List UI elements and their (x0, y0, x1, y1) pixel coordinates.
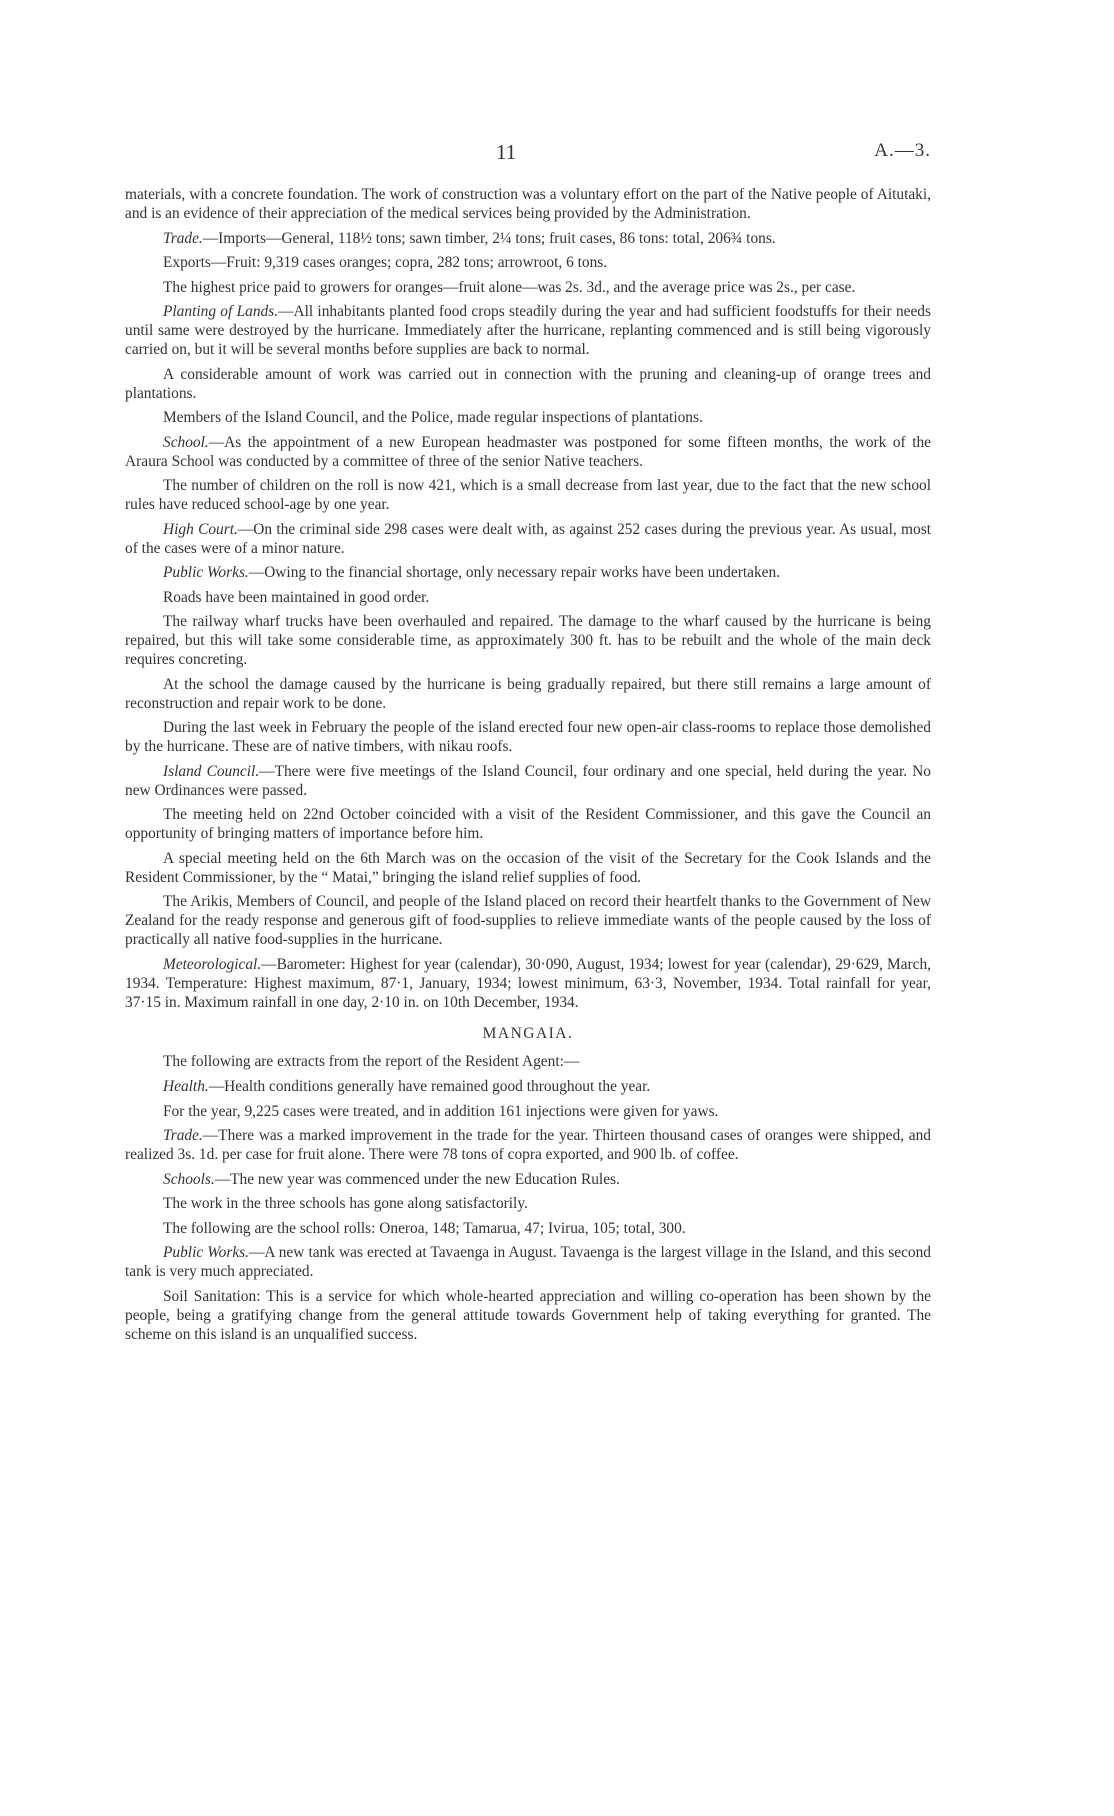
paragraph (125, 1103, 931, 1122)
paragraph-lead: Meteorological. (163, 955, 262, 973)
paragraph-lead: Public Works. (163, 1244, 250, 1262)
paragraph (125, 1244, 931, 1282)
paragraph-text: The number of children on the roll is now 421, which is a small decrease from last year, due to the fact that the new school rules have reduced school-age by one year. (125, 477, 931, 514)
paragraph (125, 1220, 931, 1239)
page-number: 11 (496, 140, 517, 164)
document-reference: A.—3. (874, 140, 931, 161)
paragraph-lead: Health. (163, 1078, 209, 1095)
report-body (125, 186, 931, 1350)
paragraph (125, 956, 931, 1013)
paragraph-text: Soil Sanitation: This is a service for which whole-hearted appreciation and willing co-operation has been shown by the people, being a gratifying change from the general attitude towards Government help of taking everything for granted. The scheme on this island is an unqualified success. (125, 1287, 931, 1343)
paragraph-text: —Health conditions generally have remained good throughout the year. (208, 1078, 651, 1095)
paragraph-lead: Trade. (163, 229, 203, 247)
paragraph-lead: Schools. (163, 1170, 215, 1188)
paragraph (125, 434, 931, 472)
page-header (0, 140, 1114, 170)
paragraph-text: —The new year was commenced under the new Education Rules. (214, 1170, 620, 1188)
paragraph (125, 186, 931, 224)
paragraph (125, 477, 931, 515)
paragraph-text: The following are extracts from the report of the Resident Agent:— (163, 1053, 580, 1071)
paragraph-text: —All inhabitants planted food crops steadily during the year and had sufficient foodstuffs for their needs until same were destroyed by the hurricane. Immediately after the hurricane, replanting commenced and is still being vigorously carried on, but it will be several months before supplies are back to normal. (125, 303, 931, 359)
paragraph-text: The work in the three schools has gone along satisfactorily. (163, 1195, 528, 1213)
paragraph (125, 303, 931, 360)
paragraph-text: Members of the Island Council, and the Police, made regular inspections of plantations. (163, 409, 703, 427)
paragraph-text: The railway wharf trucks have been overhauled and repaired. The damage to the wharf caused by the hurricane is being repaired, but this will take some considerable time, as approximately 300 ft. has to be rebuilt and the whole of the main deck requires concreting. (125, 613, 931, 669)
paragraph-lead: High Court. (163, 520, 238, 538)
paragraph (125, 521, 931, 559)
paragraph (125, 366, 931, 404)
paragraph-text: At the school the damage caused by the hurricane is being gradually repaired, but there still remains a large amount of reconstruction and repair work to be done. (125, 675, 931, 712)
paragraph (125, 1171, 931, 1190)
paragraph (125, 850, 931, 888)
section-title: MANGAIA. (482, 1024, 574, 1042)
paragraph (125, 763, 931, 801)
paragraph-text: The meeting held on 22nd October coincided with a visit of the Resident Commissioner, and this gave the Council an opportunity of bringing matters of importance before him. (125, 806, 931, 843)
paragraph-text: materials, with a concrete foundation. The work of construction was a voluntary effort on the part of the Native people of Aitutaki, and is an evidence of their appreciation of the medical services being provided by the Administration. (125, 186, 931, 222)
paragraph (125, 893, 931, 950)
paragraph-lead: Trade. (163, 1127, 203, 1145)
paragraph (125, 1195, 931, 1214)
paragraph-text: A considerable amount of work was carried out in connection with the pruning and cleaning-up of orange trees and plantations. (125, 365, 931, 402)
paragraph-text: —Barometer: Highest for year (calendar), 30·090, August, 1934; lowest for year (calendar), 29·629, March, 1934. Temperature: Highest maximum, 87·1, January, 1934; lowest minimum, 63·3, November, 1934. Total rainfall for year, 37·15 in. Maximum rainfall in one day, 2·10 in. on 10th December, 1934. (125, 955, 931, 1011)
paragraph-lead: School. (163, 433, 209, 451)
paragraph-text: —A new tank was erected at Tavaenga in August. Tavaenga is the largest village in the Island, and this second tank is very much appreciated. (125, 1244, 931, 1281)
paragraph-text: —There was a marked improvement in the trade for the year. Thirteen thousand cases of oranges were shipped, and realized 3s. 1d. per case for fruit alone. There were 78 tons of copra exported, and 900 lb. of coffee. (125, 1127, 931, 1164)
paragraph (125, 1053, 931, 1072)
paragraph (125, 1127, 931, 1165)
paragraph (125, 279, 931, 298)
paragraph-text: For the year, 9,225 cases were treated, and in addition 161 injections were given for yaws. (163, 1102, 719, 1120)
paragraph-text: Exports—Fruit: 9,319 cases oranges; copra, 282 tons; arrowroot, 6 tons. (163, 254, 608, 272)
paragraph-lead: Public Works. (163, 564, 249, 582)
paragraph (125, 409, 931, 428)
paragraph-text: —On the criminal side 298 cases were dealt with, as against 252 cases during the previous year. As usual, most of the cases were of a minor nature. (125, 520, 931, 557)
paragraph (125, 1078, 931, 1097)
paragraph-text: During the last week in February the people of the island erected four new open-air class-rooms to replace those demolished by the hurricane. These are of native timbers, with nikau roofs. (125, 719, 931, 756)
paragraph-text: Roads have been maintained in good order. (163, 588, 430, 606)
paragraph (125, 254, 931, 273)
paragraph (125, 564, 931, 583)
paragraph-lead: Island Council. (163, 762, 260, 780)
paragraph (125, 1288, 931, 1345)
paragraph-lead: Planting of Lands. (163, 303, 279, 321)
paragraph (125, 589, 931, 608)
paragraph (125, 719, 931, 757)
paragraph-text: A special meeting held on the 6th March was on the occasion of the visit of the Secretary for the Cook Islands and the Resident Commissioner, by the “ Matai,” bringing the island relief supplies of food. (125, 849, 931, 886)
paragraph (125, 613, 931, 670)
paragraph (125, 676, 931, 714)
paragraph-text: The Arikis, Members of Council, and people of the Island placed on record their heartfelt thanks to the Government of New Zealand for the ready response and generous gift of food-supplies to relieve immediate wants of the people caused by the loss of practically all native food-supplies in the hurricane. (125, 893, 931, 949)
paragraph (125, 230, 931, 249)
paragraph-text: The following are the school rolls: Oneroa, 148; Tamarua, 47; Ivirua, 105; total, 300. (163, 1219, 686, 1237)
paragraph-text: The highest price paid to growers for oranges—fruit alone—was 2s. 3d., and the average price was 2s., per case. (163, 278, 856, 296)
paragraph (125, 806, 931, 844)
paragraph-text: —There were five meetings of the Island Council, four ordinary and one special, held during the year. No new Ordinances were passed. (125, 762, 931, 799)
paragraph-text: —Imports—General, 118½ tons; sawn timber, 2¼ tons; fruit cases, 86 tons: total, 206¾ tons. (202, 229, 776, 247)
paragraph-text: —As the appointment of a new European headmaster was postponed for some fifteen months, the work of the Araura School was conducted by a committee of three of the senior Native teachers. (125, 433, 931, 470)
paragraph-text: —Owing to the financial shortage, only necessary repair works have been undertaken. (248, 564, 781, 582)
